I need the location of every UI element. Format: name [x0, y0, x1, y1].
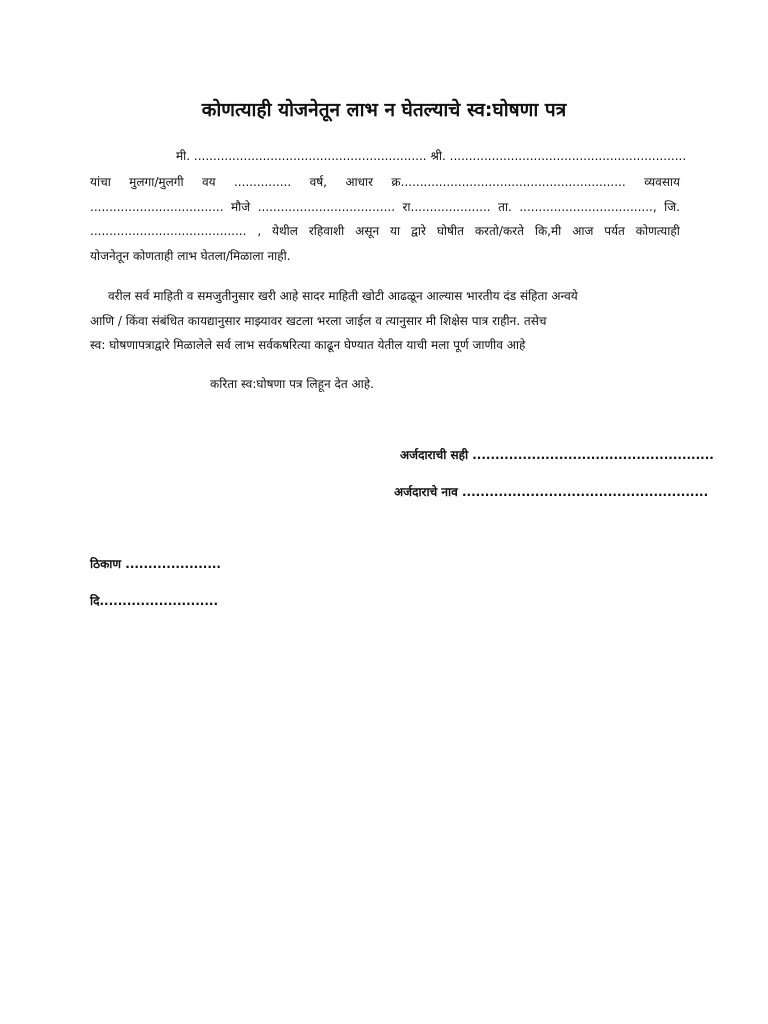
word: .........................................: [90, 224, 247, 238]
closing-line: करिता स्व:घोषणा पत्र लिहून देत आहे.: [210, 377, 374, 391]
para2-line3: स्व: घोषणापत्राद्वारे मिळालेले सर्व लाभ सर्वकषरित्या काढून घेण्यात येतील याची मला पूर्ण जाणीव आहे: [90, 338, 526, 352]
place-field: ठिकाण .....................: [90, 557, 221, 571]
word: ....................................: [257, 200, 396, 214]
signature-line: अर्जदाराची सही .....................................................: [400, 448, 714, 462]
word: या: [390, 224, 401, 238]
word: मुलगा/मुलगी: [129, 175, 184, 189]
word: ...................................,: [519, 200, 657, 214]
para1-line2: [90, 174, 680, 190]
word: द्वारे: [411, 224, 426, 238]
word: करतो/करते: [474, 224, 524, 238]
word: रा.....................: [402, 200, 491, 214]
word: यांचा: [90, 175, 111, 189]
para2-line1: वरील सर्व माहिती व समजुतीनुसार खरी आहे सादर माहिती खोटी आढळून आल्यास भारतीय दंड संहिता अन्वये: [108, 289, 578, 303]
word: व्यवसाय: [644, 175, 680, 189]
para1-line4: [90, 223, 680, 239]
word: ...............: [233, 175, 292, 189]
word: असून: [355, 224, 380, 238]
applicant-name-line: अर्जदाराचे नाव ......................................................: [394, 485, 709, 499]
word: घोषीत: [436, 224, 464, 238]
word: कि,मी: [534, 224, 562, 238]
word: पर्यत: [604, 224, 625, 238]
word: मौजे: [231, 200, 251, 214]
para2-line2: आणि / किंवा संबंधित कायद्यानुसार माझ्यावर खटला भरला जाईल व त्यानुसार मी शिक्षेस पात्र राहीन. तसेच: [90, 314, 547, 328]
word: आज: [572, 224, 594, 238]
word: वय: [201, 175, 216, 189]
word: आधार: [345, 175, 374, 189]
word: येथील: [272, 224, 298, 238]
word: ता.: [498, 200, 512, 214]
word: रहिवाशी: [308, 224, 345, 238]
word: क्र...........................................................: [391, 175, 626, 189]
para1-line1: मी. ............................................................. श्री. ..............................................................: [176, 149, 687, 163]
word: कोणत्याही: [635, 224, 680, 238]
para1-line3: [90, 199, 680, 215]
word: ,: [257, 224, 262, 238]
word: ...................................: [90, 200, 224, 214]
date-field: दि..........................: [90, 594, 219, 608]
word: वर्ष,: [309, 175, 327, 189]
document-title: कोणत्याही योजनेतून लाभ न घेतल्याचे स्व:घोषणा पत्र: [201, 99, 567, 121]
para1-line5: योजनेतून कोणताही लाभ घेतला/मिळाला नाही.: [90, 249, 291, 263]
word: जि.: [664, 200, 680, 214]
